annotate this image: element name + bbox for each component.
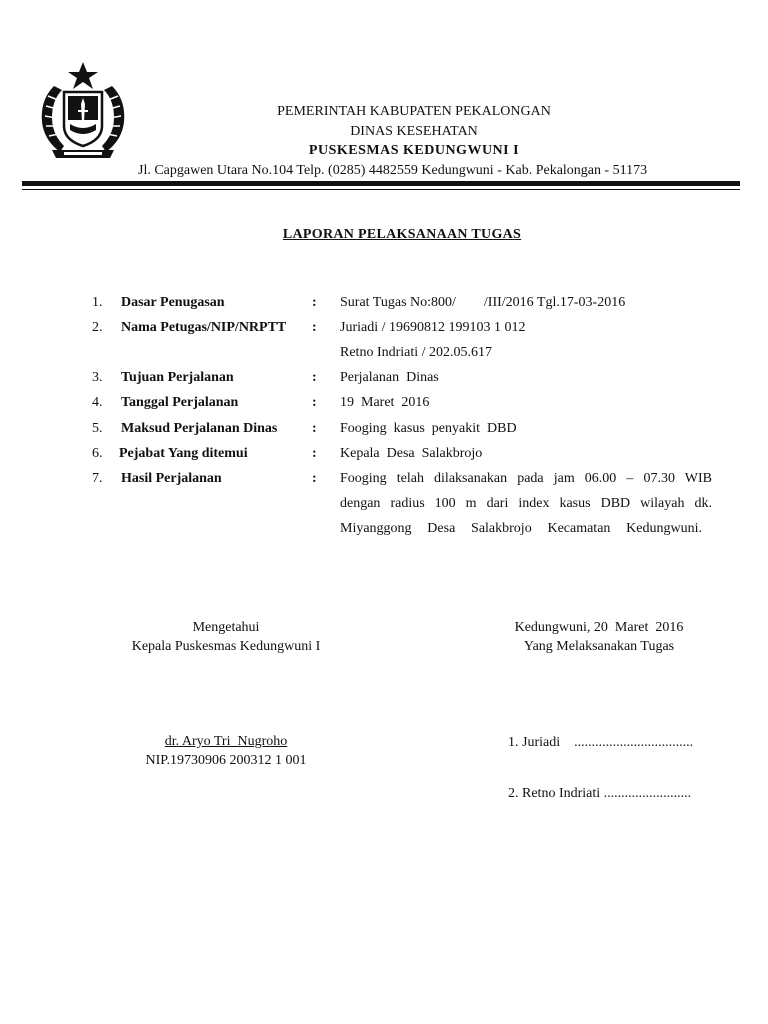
- sign-left-nip: NIP.19730906 200312 1 001: [145, 753, 307, 768]
- letterhead-puskesmas: PUSKESMAS KEDUNGWUNI I: [308, 143, 520, 158]
- header-rule-thick: [22, 181, 740, 186]
- item-number: 1.: [92, 295, 103, 310]
- item-label: Tujuan Perjalanan: [121, 370, 234, 385]
- item-label: Tanggal Perjalanan: [121, 395, 239, 410]
- item-value: Juriadi / 19690812 199103 1 012: [340, 320, 526, 335]
- item-number: 2.: [92, 320, 103, 335]
- report-title: LAPORAN PELAKSANAAN TUGAS: [282, 227, 522, 242]
- item-value-continued: Retno Indriati / 202.05.617: [340, 345, 493, 360]
- item-value: 19 Maret 2016: [340, 395, 430, 410]
- item-label: Maksud Perjalanan Dinas: [121, 421, 278, 436]
- item-number: 6.: [92, 446, 103, 461]
- item-result-line: Miyanggong Desa Salakbrojo Kecamatan Kedungwuni.: [340, 521, 702, 536]
- item-value: Surat Tugas No:800/ /III/2016 Tgl.17-03-2016: [340, 295, 626, 310]
- item-colon: :: [312, 471, 317, 486]
- sign-left-acknowledge: Mengetahui: [192, 620, 260, 635]
- signer-juriadi: 1. Juriadi ..................................: [508, 735, 694, 750]
- letterhead-government: PEMERINTAH KABUPATEN PEKALONGAN: [277, 104, 551, 119]
- item-colon: :: [312, 370, 317, 385]
- header-rule-thin: [22, 189, 740, 190]
- item-colon: :: [312, 446, 317, 461]
- item-number: 5.: [92, 421, 103, 436]
- signer-retno-indriati: 2. Retno Indriati .........................: [508, 786, 692, 801]
- item-label: Pejabat Yang ditemui: [119, 446, 248, 461]
- item-result-line: Fooging telah dilaksanakan pada jam 06.00 – 07.30 WIB: [340, 471, 712, 486]
- item-number: 7.: [92, 471, 103, 486]
- sign-left-position: Kepala Puskesmas Kedungwuni I: [131, 639, 321, 654]
- item-label: Hasil Perjalanan: [121, 471, 222, 486]
- item-result-line: dengan radius 100 m dari index kasus DBD wilayah dk.: [340, 496, 712, 511]
- item-label: Dasar Penugasan: [121, 295, 225, 310]
- item-value: Kepala Desa Salakbrojo: [340, 446, 483, 461]
- item-value: Fooging kasus penyakit DBD: [340, 421, 517, 436]
- sign-right-position: Yang Melaksanakan Tugas: [523, 639, 675, 654]
- item-colon: :: [312, 320, 317, 335]
- item-label: Nama Petugas/NIP/NRPTT: [121, 320, 287, 335]
- item-colon: :: [312, 421, 317, 436]
- item-number: 3.: [92, 370, 103, 385]
- sign-right-place-date: Kedungwuni, 20 Maret 2016: [514, 620, 684, 635]
- letterhead-address: Jl. Capgawen Utara No.104 Telp. (0285) 4482559 Kedungwuni - Kab. Pekalongan - 51173: [138, 163, 648, 178]
- letterhead-department: DINAS KESEHATAN: [350, 124, 478, 139]
- item-colon: :: [312, 395, 317, 410]
- sign-left-name: dr. Aryo Tri Nugroho: [164, 734, 288, 749]
- item-value: Perjalanan Dinas: [340, 370, 439, 385]
- item-number: 4.: [92, 395, 103, 410]
- item-colon: :: [312, 295, 317, 310]
